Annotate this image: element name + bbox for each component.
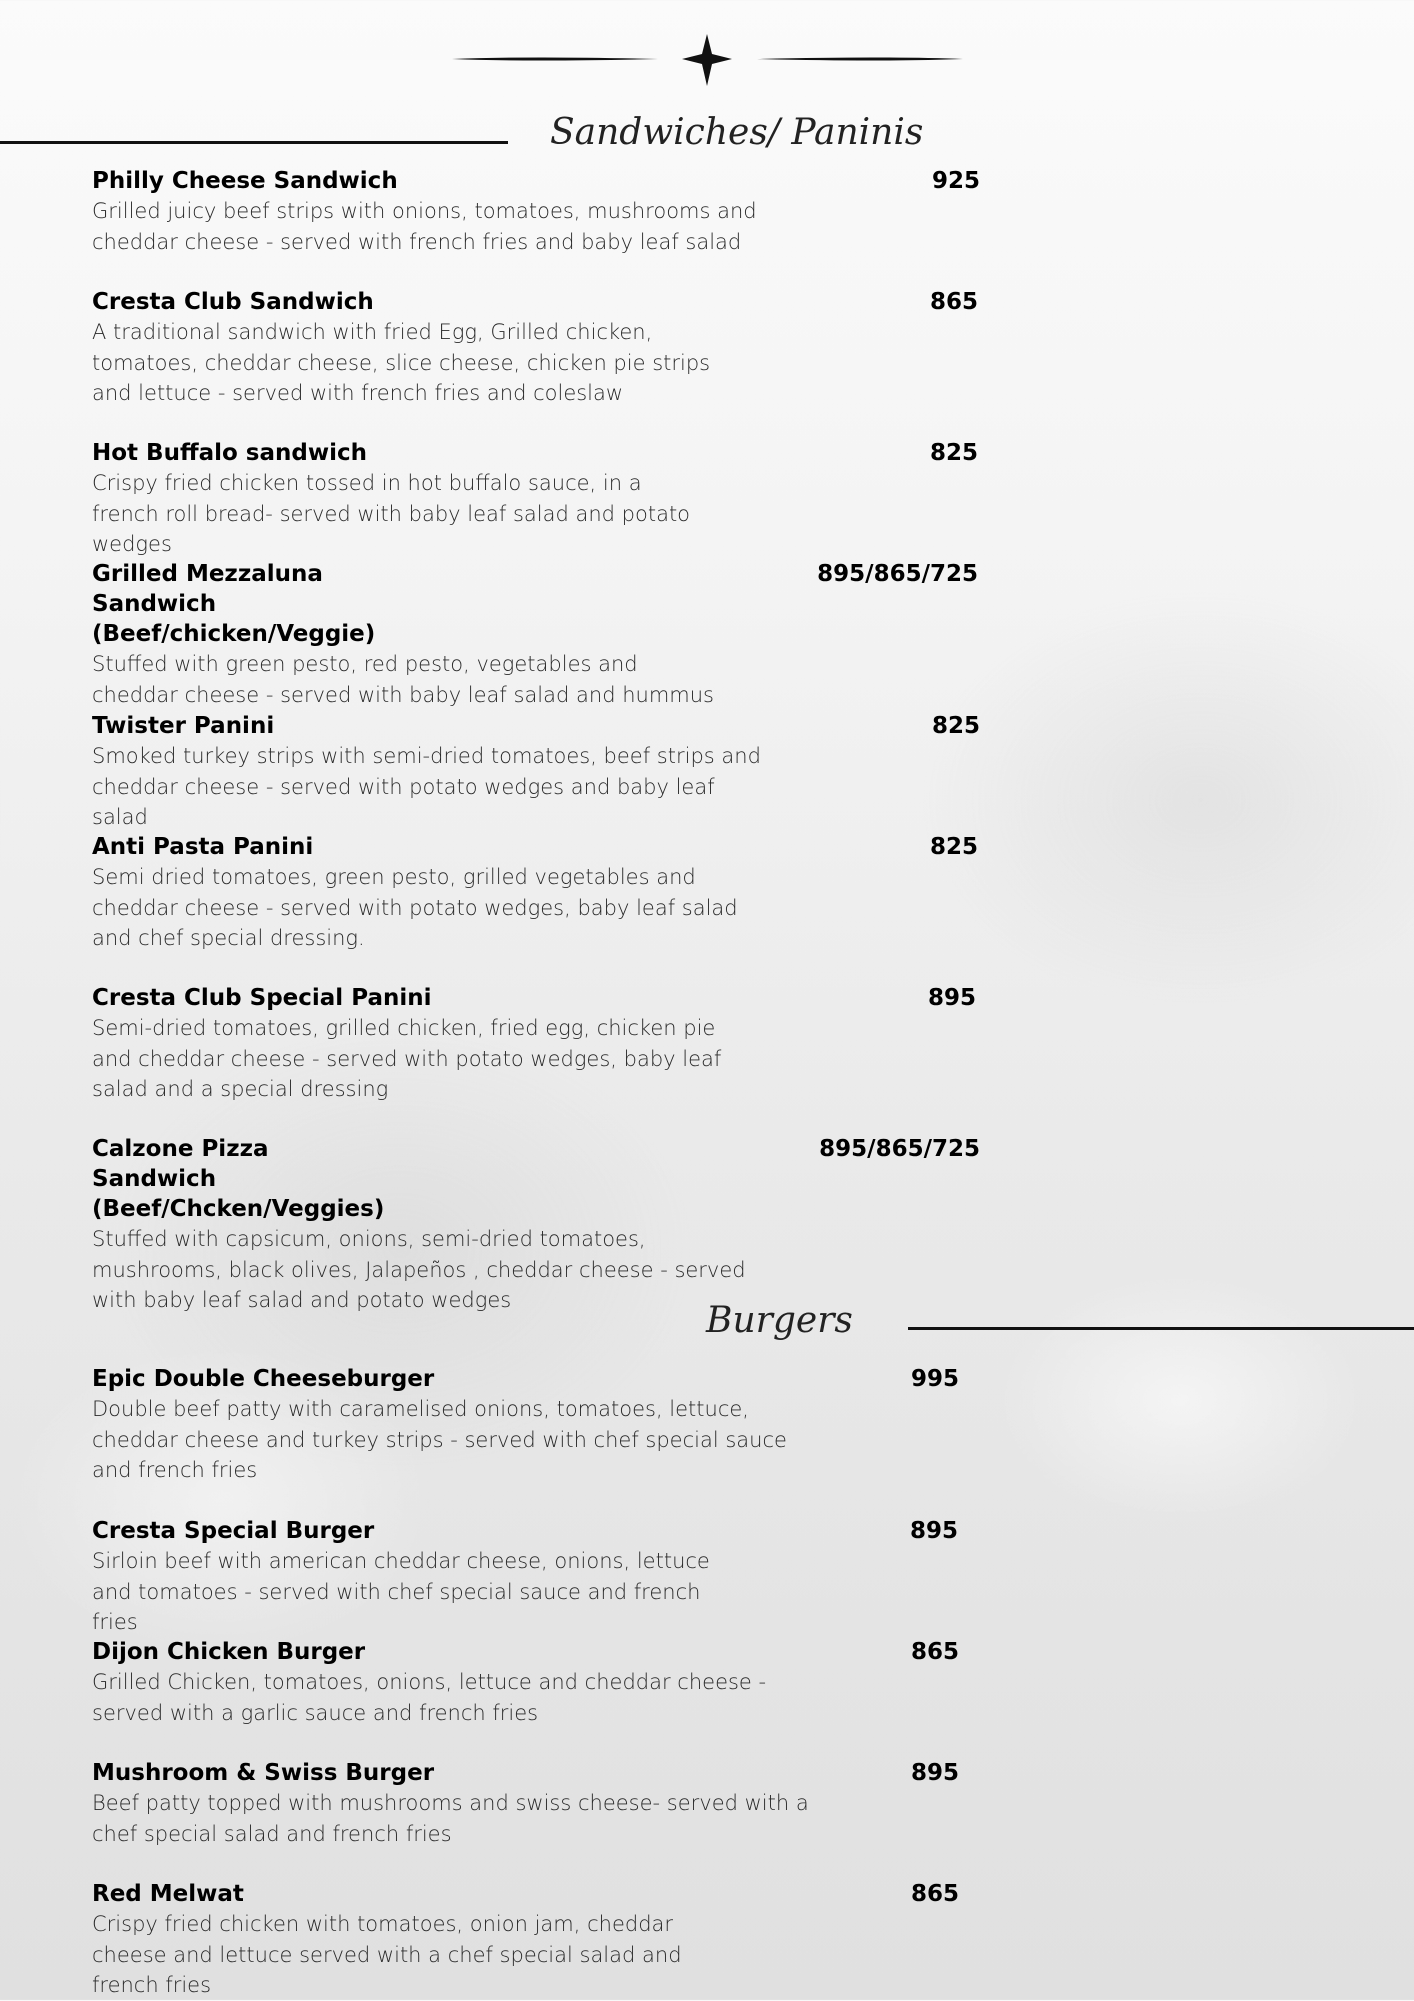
menu-item: [92, 287, 978, 409]
section-title-sandwiches: Sandwiches/ Paninis: [550, 112, 924, 153]
menu-item: [92, 1134, 980, 1316]
item-name: Mushroom & Swiss Burger: [92, 1760, 435, 1786]
item-name: Cresta Club Special Panini: [92, 985, 432, 1011]
menu-item: [92, 1637, 972, 1728]
item-name: Red Melwat: [92, 1881, 244, 1907]
item-name: Anti Pasta Panini: [92, 834, 314, 860]
item-name: Hot Buffalo sandwich: [92, 440, 367, 466]
item-description: Grilled Chicken, tomatoes, onions, lettuce and cheddar cheese - served with a garlic sauce and french fries: [92, 1670, 767, 1725]
item-description: Crispy fried chicken tossed in hot buffalo sauce, in a french roll bread- served with baby leaf salad and potato wedges: [92, 471, 691, 556]
item-description: A traditional sandwich with fried Egg, Grilled chicken, tomatoes, cheddar cheese, slice cheese, chicken pie strips and lettuce - served with french fries and coleslaw: [92, 320, 711, 405]
menu-item: [92, 438, 978, 560]
section-divider-left: [0, 141, 508, 144]
menu-item: [92, 1879, 972, 2001]
item-price: 865: [910, 1639, 959, 1665]
item-description: Stuffed with capsicum, onions, semi-dried tomatoes, mushrooms, black olives, Jalapeños , cheddar cheese - served with baby leaf salad and potato wedges: [92, 1227, 746, 1312]
item-name: Cresta Club Sandwich: [92, 289, 374, 315]
item-description: Smoked turkey strips with semi-dried tomatoes, beef strips and cheddar cheese - served with potato wedges and baby leaf salad: [92, 744, 761, 829]
menu-item: [92, 559, 978, 710]
menu-item: [92, 983, 976, 1105]
section-title-burgers: Burgers: [706, 1300, 853, 1341]
item-name: Calzone Pizza Sandwich (Beef/Chcken/Veggies): [92, 1136, 385, 1222]
item-description: Semi dried tomatoes, green pesto, grilled vegetables and cheddar cheese - served with potato wedges, baby leaf salad and chef special dressing.: [92, 865, 738, 950]
section-divider-right: [908, 1327, 1414, 1330]
item-description: Sirloin beef with american cheddar cheese, onions, lettuce and tomatoes - served with chef special sauce and french fries: [92, 1549, 710, 1634]
item-price: 895: [910, 1760, 959, 1786]
item-description: Crispy fried chicken with tomatoes, onion jam, cheddar cheese and lettuce served with a chef special salad and french fries: [92, 1912, 682, 1997]
item-description: Double beef patty with caramelised onions, tomatoes, lettuce, cheddar cheese and turkey strips - served with chef special sauce and french fries: [92, 1397, 787, 1482]
item-description: Grilled juicy beef strips with onions, tomatoes, mushrooms and cheddar cheese - served with french fries and baby leaf salad: [92, 199, 757, 254]
item-name: Philly Cheese Sandwich: [92, 168, 398, 194]
star-ornament-icon: [450, 30, 965, 90]
menu-item: [92, 1364, 972, 1486]
item-price: 895/865/725: [817, 561, 978, 587]
item-price: 865: [910, 1881, 959, 1907]
item-name: Dijon Chicken Burger: [92, 1639, 366, 1665]
item-name: Grilled Mezzaluna Sandwich (Beef/chicken/Veggie): [92, 561, 376, 647]
item-price: 895/865/725: [819, 1136, 980, 1162]
item-name: Twister Panini: [92, 713, 275, 739]
menu-item: [92, 166, 980, 257]
menu-item: [92, 711, 980, 833]
item-price: 865: [929, 289, 978, 315]
menu-item: [92, 1758, 972, 1849]
item-price: 895: [909, 1518, 958, 1544]
item-price: 895: [927, 985, 976, 1011]
item-price: 825: [929, 834, 978, 860]
item-name: Cresta Special Burger: [92, 1518, 375, 1544]
menu-item: [92, 1516, 972, 1638]
item-price: 825: [931, 713, 980, 739]
item-price: 995: [910, 1366, 959, 1392]
item-description: Semi-dried tomatoes, grilled chicken, fried egg, chicken pie and cheddar cheese - served with potato wedges, baby leaf salad and a special dressing: [92, 1016, 722, 1101]
item-price: 925: [931, 168, 980, 194]
item-description: Stuffed with green pesto, red pesto, vegetables and cheddar cheese - served with baby leaf salad and hummus: [92, 652, 714, 707]
menu-item: [92, 832, 978, 954]
item-name: Epic Double Cheeseburger: [92, 1366, 435, 1392]
item-price: 825: [929, 440, 978, 466]
item-description: Beef patty topped with mushrooms and swiss cheese- served with a chef special salad and french fries: [92, 1791, 809, 1846]
